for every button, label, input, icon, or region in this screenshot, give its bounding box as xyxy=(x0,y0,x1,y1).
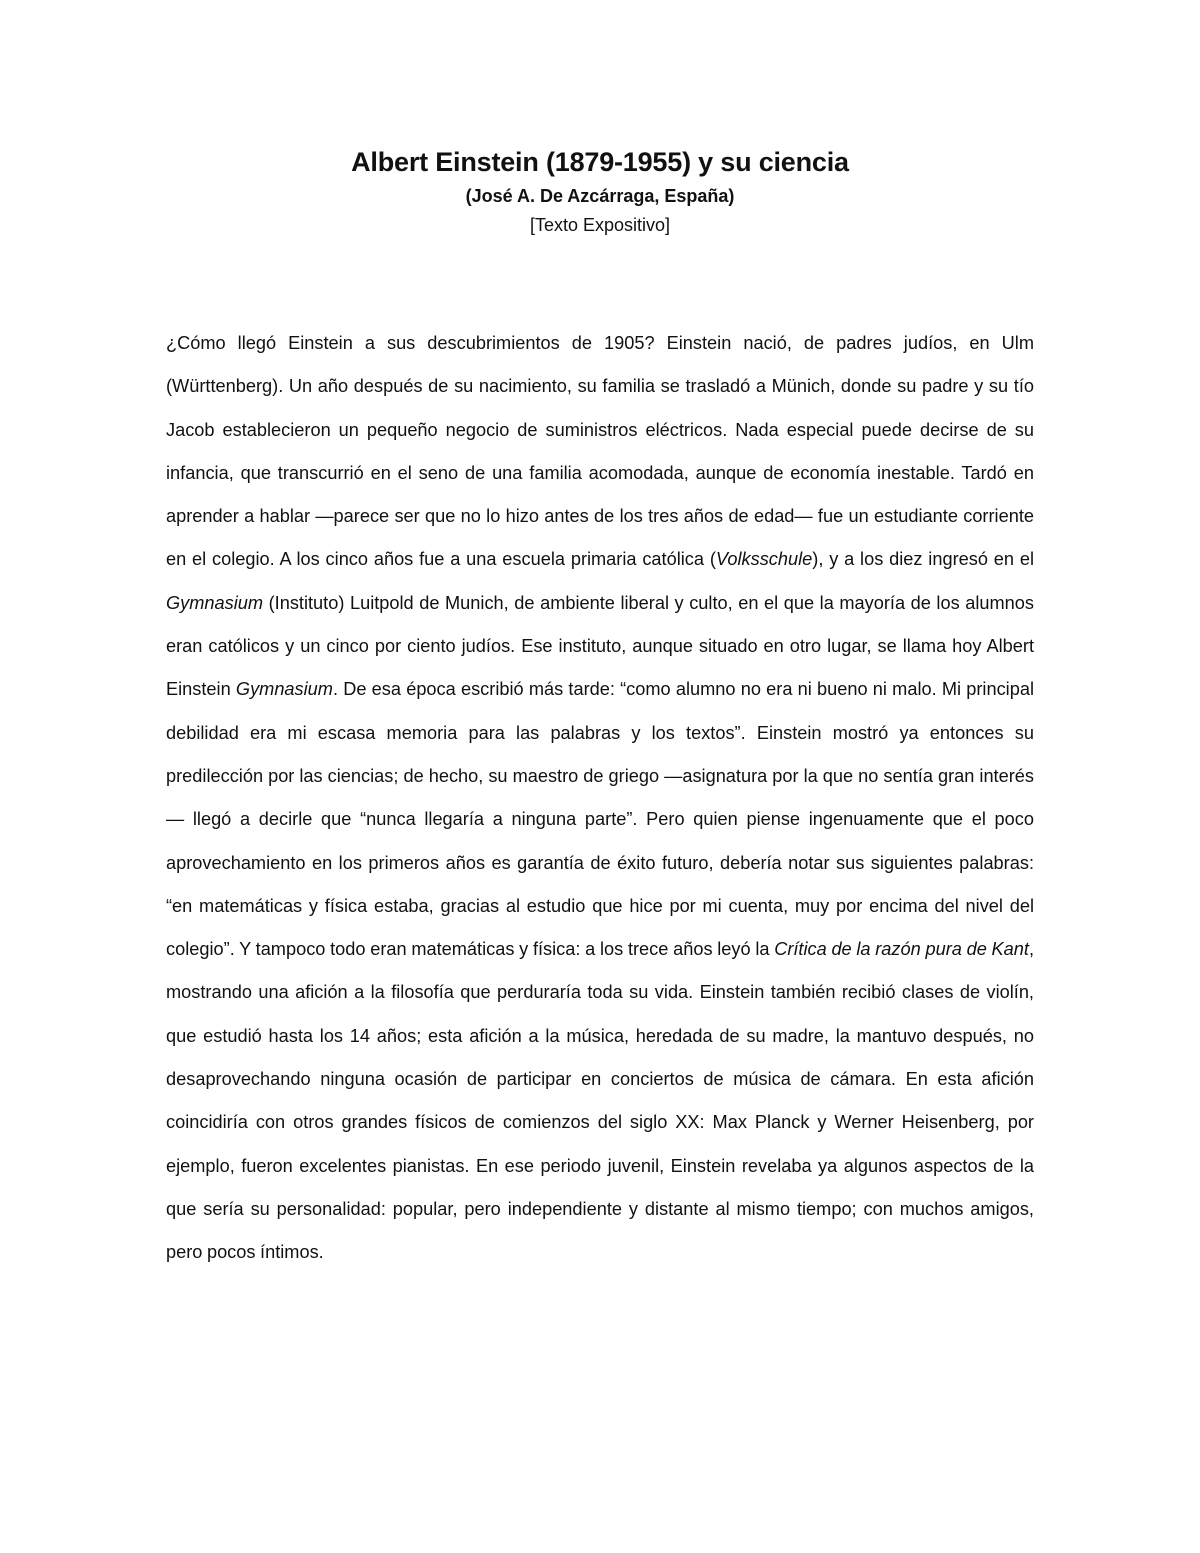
document-genre: [Texto Expositivo] xyxy=(529,215,671,235)
italic-book-title: Crítica de la razón pura de Kant xyxy=(774,939,1029,960)
document-header xyxy=(0,142,1200,240)
body-paragraph xyxy=(166,322,1034,1275)
paragraph-text: . De esa época escribió más tarde: “como alumno no era ni bueno ni malo. Mi principal debilidad era mi escasa memoria para las palabras y los textos”. Einstein mostró ya entonces su predilección por las ciencias; de hecho, su maestro de griego —asignatura por la que no sentía gran interés— llegó a decirle que “nunca llegaría a ninguna parte”. Pero quien piense ingenuamente que el poco aprovechamiento en los primeros años es garantía de éxito futuro, debería notar sus siguientes palabras: “en matemáticas y física estaba, gracias al estudio que hice por mi cuenta, muy por encima del nivel del colegio”. Y tampoco todo eran matemáticas y física: a los trece años leyó la xyxy=(166,679,1034,960)
paragraph-text: (Instituto) Luitpold de Munich, de ambiente liberal y culto, en el que la mayoría de los alumnos eran católicos y un cinco por ciento judíos. Ese instituto, aunque situado en otro lugar, se llama hoy Albert Einstein xyxy=(166,592,1034,700)
italic-term-gymnasium: Gymnasium xyxy=(166,592,264,613)
document-title: Albert Einstein (1879-1955) y su ciencia xyxy=(351,147,849,177)
italic-term-volksschule: Volksschule xyxy=(715,549,813,570)
paragraph-text: ), y a los diez ingresó en el xyxy=(812,549,1034,570)
paragraph-text: ¿Cómo llegó Einstein a sus descubrimientos de 1905? Einstein nació, de padres judíos, en Ulm (Württenberg). Un año después de su nacimiento, su familia se trasladó a Münich, donde su padre y su tío Jacob establecieron un pequeño negocio de suministros eléctricos. Nada especial puede decirse de su infancia, que transcurrió en el seno de una familia acomodada, aunque de economía inestable. Tardó en aprender a hablar —parece ser que no lo hizo antes de los tres años de edad— fue un estudiante corriente en el colegio. A los cinco años fue a una escuela primaria católica ( xyxy=(166,333,1034,570)
document-author: (José A. De Azcárraga, España) xyxy=(465,186,735,206)
italic-term-gymnasium: Gymnasium xyxy=(235,679,333,700)
paragraph-text: , mostrando una afición a la filosofía que perduraría toda su vida. Einstein también recibió clases de violín, que estudió hasta los 14 años; esta afición a la música, heredada de su madre, la mantuvo después, no desaprovechando ninguna ocasión de participar en conciertos de música de cámara. En esta afición coincidiría con otros grandes físicos de comienzos del siglo XX: Max Planck y Werner Heisenberg, por ejemplo, fueron excelentes pianistas. En ese periodo juvenil, Einstein revelaba ya algunos aspectos de la que sería su personalidad: popular, pero independiente y distante al mismo tiempo; con muchos amigos, pero pocos íntimos. xyxy=(166,939,1034,1263)
